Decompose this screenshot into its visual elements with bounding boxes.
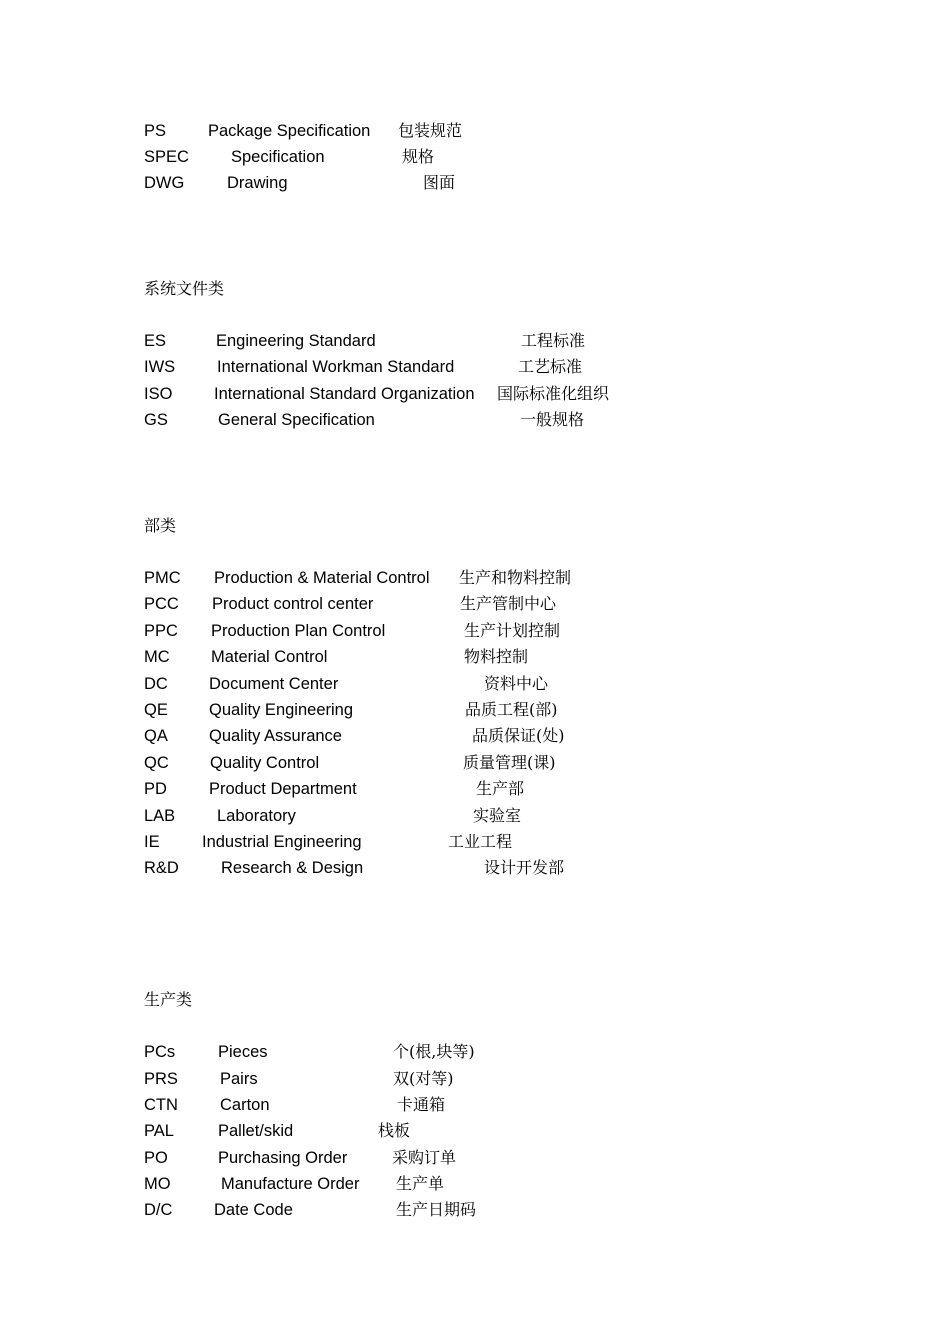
term-chinese: 资料中心	[484, 674, 549, 693]
term-abbr: ISO	[144, 385, 173, 403]
term-chinese: 图面	[423, 173, 456, 192]
term-english: International Standard Organization	[214, 385, 475, 403]
term-chinese: 卡通箱	[397, 1095, 446, 1114]
term-abbr: DWG	[144, 174, 185, 192]
term-abbr: PMC	[144, 569, 181, 587]
term-english: Document Center	[209, 675, 339, 693]
term-chinese: 双(对等)	[393, 1069, 454, 1088]
term-chinese: 实验室	[473, 806, 522, 825]
term-english: Purchasing Order	[218, 1149, 348, 1167]
term-english: Manufacture Order	[221, 1175, 360, 1193]
section-heading: 生产类	[144, 990, 193, 1009]
term-english: Research & Design	[221, 859, 364, 877]
term-chinese: 生产计划控制	[464, 621, 561, 640]
term-english: Product Department	[209, 780, 357, 798]
term-abbr: PD	[144, 780, 167, 798]
term-abbr: IE	[144, 833, 160, 851]
term-abbr: LAB	[144, 807, 176, 825]
term-chinese: 物料控制	[464, 647, 529, 666]
term-chinese: 品质工程(部)	[465, 700, 558, 719]
term-abbr: CTN	[144, 1096, 178, 1114]
term-abbr: PRS	[144, 1070, 178, 1088]
section-heading: 系统文件类	[144, 279, 225, 298]
term-english: Quality Assurance	[209, 727, 342, 745]
term-abbr: PS	[144, 122, 167, 140]
term-abbr: PCC	[144, 595, 179, 613]
term-chinese: 设计开发部	[484, 858, 565, 877]
term-chinese: 采购订单	[392, 1148, 457, 1167]
term-abbr: PCs	[144, 1043, 176, 1061]
term-chinese: 生产单	[396, 1174, 445, 1193]
term-abbr: MC	[144, 648, 170, 666]
term-chinese: 包装规范	[398, 121, 463, 140]
term-abbr: SPEC	[144, 148, 189, 166]
term-english: International Workman Standard	[217, 358, 455, 376]
term-english: Pairs	[220, 1070, 258, 1088]
term-english: Laboratory	[217, 807, 296, 825]
term-english: Quality Control	[210, 754, 320, 772]
term-chinese: 工艺标准	[518, 357, 583, 376]
term-chinese: 栈板	[378, 1121, 411, 1140]
term-abbr: MO	[144, 1175, 171, 1193]
term-chinese: 国际标准化组织	[497, 384, 610, 403]
term-chinese: 工程标准	[521, 331, 586, 350]
term-chinese: 生产管制中心	[460, 594, 557, 613]
term-english: Product control center	[212, 595, 374, 613]
term-chinese: 生产和物料控制	[459, 568, 572, 587]
term-abbr: QE	[144, 701, 168, 719]
term-abbr: ES	[144, 332, 167, 350]
term-english: Pieces	[218, 1043, 268, 1061]
term-chinese: 一般规格	[520, 410, 585, 429]
term-chinese: 工业工程	[448, 832, 513, 851]
term-english: Specification	[231, 148, 325, 166]
term-chinese: 品质保证(处)	[472, 726, 565, 745]
term-english: Production & Material Control	[214, 569, 430, 587]
term-chinese: 规格	[402, 147, 435, 166]
term-english: Pallet/skid	[218, 1122, 294, 1140]
term-abbr: QA	[144, 727, 168, 745]
term-english: Production Plan Control	[211, 622, 386, 640]
term-english: Industrial Engineering	[202, 833, 362, 851]
term-chinese: 生产部	[476, 779, 525, 798]
term-english: General Specification	[218, 411, 375, 429]
term-abbr: DC	[144, 675, 168, 693]
term-english: Engineering Standard	[216, 332, 376, 350]
term-abbr: QC	[144, 754, 169, 772]
term-abbr: D/C	[144, 1201, 173, 1219]
term-abbr: PAL	[144, 1122, 174, 1140]
section-heading: 部类	[144, 516, 177, 535]
term-chinese: 质量管理(课)	[463, 753, 556, 772]
term-english: Package Specification	[208, 122, 371, 140]
term-chinese: 生产日期码	[396, 1200, 477, 1219]
term-chinese: 个(根,块等)	[393, 1042, 475, 1061]
term-abbr: PO	[144, 1149, 168, 1167]
term-english: Date Code	[214, 1201, 293, 1219]
term-abbr: R&D	[144, 859, 179, 877]
term-english: Material Control	[211, 648, 328, 666]
term-abbr: PPC	[144, 622, 178, 640]
term-english: Carton	[220, 1096, 270, 1114]
term-abbr: GS	[144, 411, 168, 429]
term-english: Quality Engineering	[209, 701, 354, 719]
term-abbr: IWS	[144, 358, 176, 376]
term-english: Drawing	[227, 174, 288, 192]
